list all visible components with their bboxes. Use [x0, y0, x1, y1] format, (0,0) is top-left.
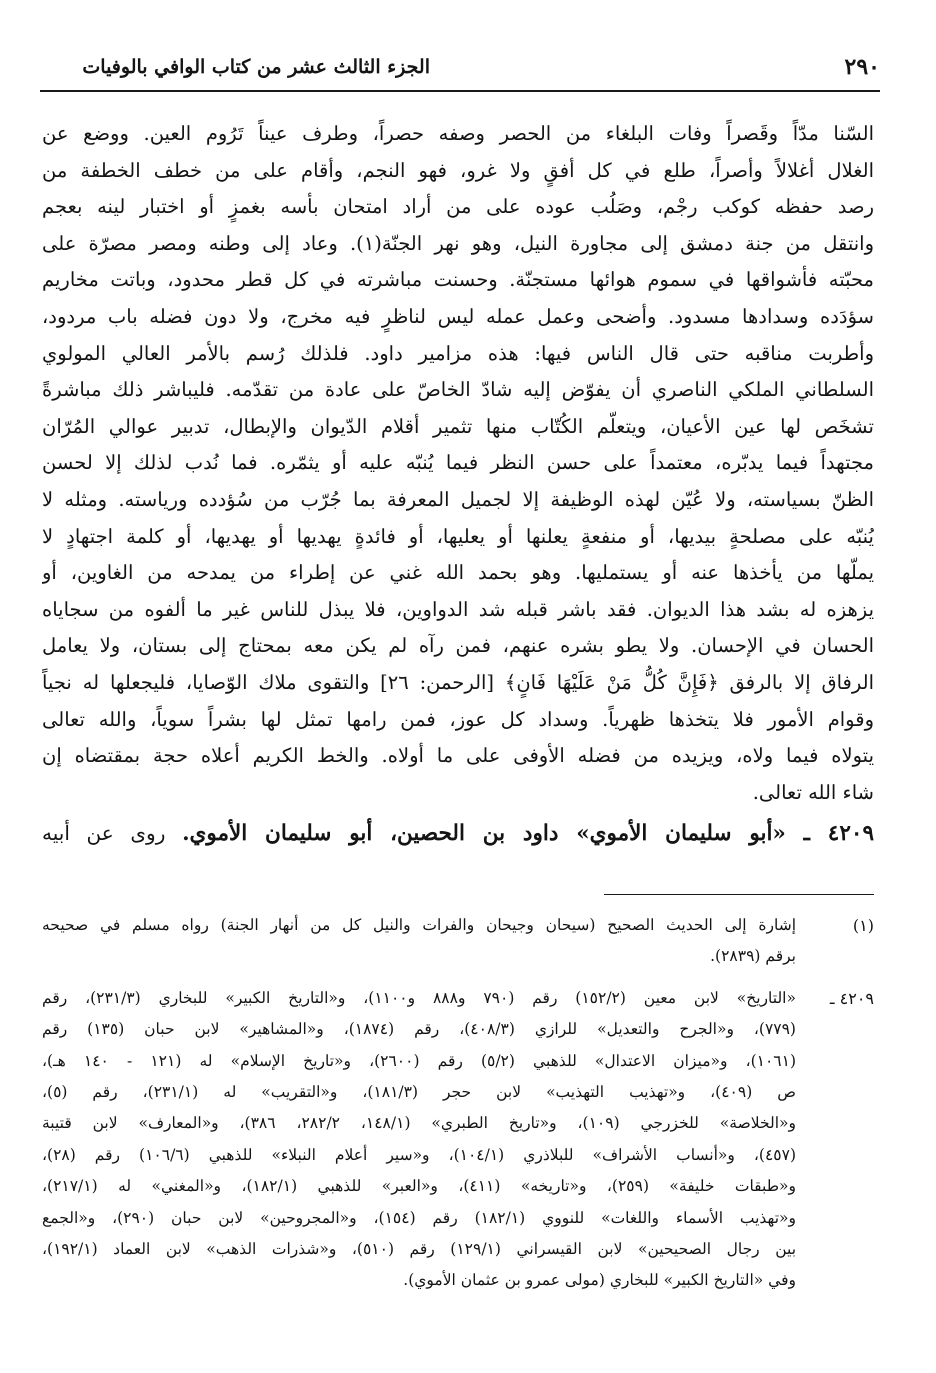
footnote-line: ص (٤٠٩)، و«تهذيب التهذيب» لابن حجر (١٨١/٣)، و«التقريب» له (٢٣١/١)، رقم (٥)، — [42, 1082, 796, 1101]
footnote-line: و«الخلاصة» للخزرجي (١٠٩)، و«تاريخ الطبري» (١٤٨/١، ٢٨٢/٢، ٣٨٦)، و«المعارف» لابن قتيبة — [42, 1114, 796, 1133]
text-line: السّنا مدّاً وقَصراً وفات البلغاء من الحصر وصفه حصراً، وطرف عيناً تَرُوم العين. ووضع عن — [42, 122, 874, 145]
running-title: الجزء الثالث عشر من كتاب الوافي بالوفيات — [82, 56, 430, 78]
biography-entry-line — [42, 813, 874, 853]
text-line: مجتهداً فيما يدبّره، معتمداً على حسن النظر فيما يُنبّه عليه أو يثمّره. فما نُدب لذلك إلا لحسن — [42, 451, 874, 475]
text-line: محبّته فأشواقها في سموم هوائها مستجنّة. وحسنت مباشرته في كل قطر محدود، وباتت مخاريم — [42, 268, 874, 292]
footnote-1 — [42, 910, 874, 973]
footnote-4209 — [42, 983, 874, 1297]
footnote-marker: (١) — [852, 916, 874, 935]
footnote-line: وفي «التاريخ الكبير» للبخاري (مولى عمرو بن عثمان الأموي). — [403, 1271, 796, 1290]
text-line: سؤدَده وسدادها مسدود. وأضحى وعمل عمله ليس لناظرٍ فيه مخرج، ولا دون فضله باب مردود، — [42, 304, 874, 328]
page-number: ٢٩٠ — [844, 54, 880, 80]
footnote-line: بين رجال الصحيحين» لابن القيسراني (١٢٩/١) رقم (٥١٠)، و«شذرات الذهب» لابن العماد (١٩٢/١)، — [42, 1239, 796, 1258]
text-line: وأطربت مناقبه حتى قال الناس فيها: هذه مزامير داود. فلذلك رُسم بالأمر العالي المولوي — [42, 341, 874, 365]
footnote-line: (٤٥٧)، و«أنساب الأشراف» للبلاذري (١٠٤/١)، و«سير أعلام النبلاء» للذهبي (١٠٦/٦) رقم (٢٨)، — [42, 1145, 796, 1164]
footnotes — [42, 910, 874, 1297]
text-line: وقوام الأمور فلا يتخذها ظهرياً. وسداد كل عوز، فمن رامها تمثل لها بشراً سوياً، والله تعالى — [42, 707, 874, 731]
entry-text: روى عن أبيه — [42, 821, 166, 846]
text-line: السلطاني الملكي الناصري أن يفوّض إليه شادّ الخاصّ على عادة من تقدّمه. فليباشر ذلك مباشرةً — [42, 378, 874, 402]
text-line: الرفاق إلا بالرفق ﴿فَإِنَّ كُلُّ مَنْ عَلَيْهَا فَانٍ﴾ [الرحمن: ٢٦] والتقوى ملاك الوّصايا، فليجعلها له نجياً — [42, 670, 874, 694]
text-line: يتولاه فيما ولاه، ويزيده من فضله الأوفى على ما أولاه. والخط الكريم أعلاه حجة بمقتضاه إن — [42, 744, 874, 768]
text-line: رصد حفظه كوكب رجْم، وصَلُب عوده على من أراد امتحان بأسه بغمزٍ أو اختبار لينه بعجم — [42, 195, 874, 219]
footnote-line: و«تهذيب الأسماء واللغات» للنووي (١٨٢/١) رقم (١٥٤)، و«المجروحين» لابن حبان (٢٩٠)، و«الجمع — [42, 1208, 796, 1227]
entry-heading: ٤٢٠٩ ـ «أبو سليمان الأموي» داود بن الحصين، أبو سليمان الأموي. — [182, 821, 874, 847]
footnote-line: «التاريخ» لابن معين (١٥٢/٢) رقم (٧٩٠ و٨٨٨ و١١٠٠)، و«التاريخ الكبير» للبخاري (٢٣١/٣)، رقم — [42, 988, 796, 1007]
footnote-marker: ٤٢٠٩ ـ — [829, 988, 874, 1008]
text-line: يُنبّه على مصلحةٍ بيديها، أو منفعةٍ يعلنها أو يعليها، أو فائدةٍ يهديها أو يهديها، أو كلمة اجتهادٍ لا — [42, 524, 874, 548]
text-line: يزهزه له بشد هذا الديوان. فقد باشر قبله شد الدواوين، فلا يبذل للناس غير ما ألفوه من سجاياه — [42, 597, 874, 621]
footnote-line: (١٠٦١)، و«ميزان الاعتدال» للذهبي (٥/٢) رقم (٢٦٠٠)، و«تاريخ الإسلام» له (١٢١ - ١٤٠ هـ)، — [42, 1051, 796, 1070]
text-line: الحسان في الإحسان. ولا يطو بشره عنهم، فمن رآه لم يكن معه بمحتاج إلى بستان، ولا يعامل — [42, 634, 874, 658]
page-header — [40, 50, 880, 92]
text-line: الظنّ بسياسته، ولا عُيّن لهذه الوظيفة إلا لجميل المعرفة بما جُرّب من سُؤدده ورياسته. ومثله لا — [42, 487, 874, 511]
text-line: تشخَص لها عين الأعيان، ويتعلّم الكُتّاب منها تثمير أقلام الدّيوان والإبطال، تدبير عوالي المُرّان — [42, 414, 874, 438]
footnote-line: برقم (٢٨٣٩). — [710, 947, 796, 966]
footnote-separator — [604, 894, 874, 895]
text-line: وانتقل من جنة دمشق إلى مجاورة النيل، وهو نهر الجنّة(١). وعاد إلى وطنه ومصر مصرّة على — [42, 231, 874, 255]
text-line: يملّها من يأخذها عنه أو يستمليها. وهو بحمد الله غني عن إطراء من يمدحه من الغاوين، أو — [42, 561, 874, 585]
text-line: الغلال أغلالاً وأصراً، طلع في كل أفقٍ ولا غرو، فهو النجم، وأقام على من خطف الخطفة من — [42, 158, 874, 182]
footnote-line: إشارة إلى الحديث الصحيح (سيحان وجيحان والفرات والنيل كل من أنهار الجنة) رواه مسلم في صحيحه — [42, 916, 796, 934]
text-line: شاء الله تعالى. — [752, 780, 874, 804]
main-text — [42, 116, 874, 853]
footnote-line: و«طبقات خليفة» (٢٥٩)، و«تاريخه» (٤١١)، و«العبر» للذهبي (١٨٢/١)، و«المغني» له (٢١٧/١)، — [42, 1177, 796, 1196]
footnote-line: (٧٧٩)، و«الجرح والتعديل» للرازي (٤٠٨/٣)، رقم (١٨٧٤)، و«المشاهير» لابن حبان (١٣٥) رقم — [42, 1020, 796, 1039]
